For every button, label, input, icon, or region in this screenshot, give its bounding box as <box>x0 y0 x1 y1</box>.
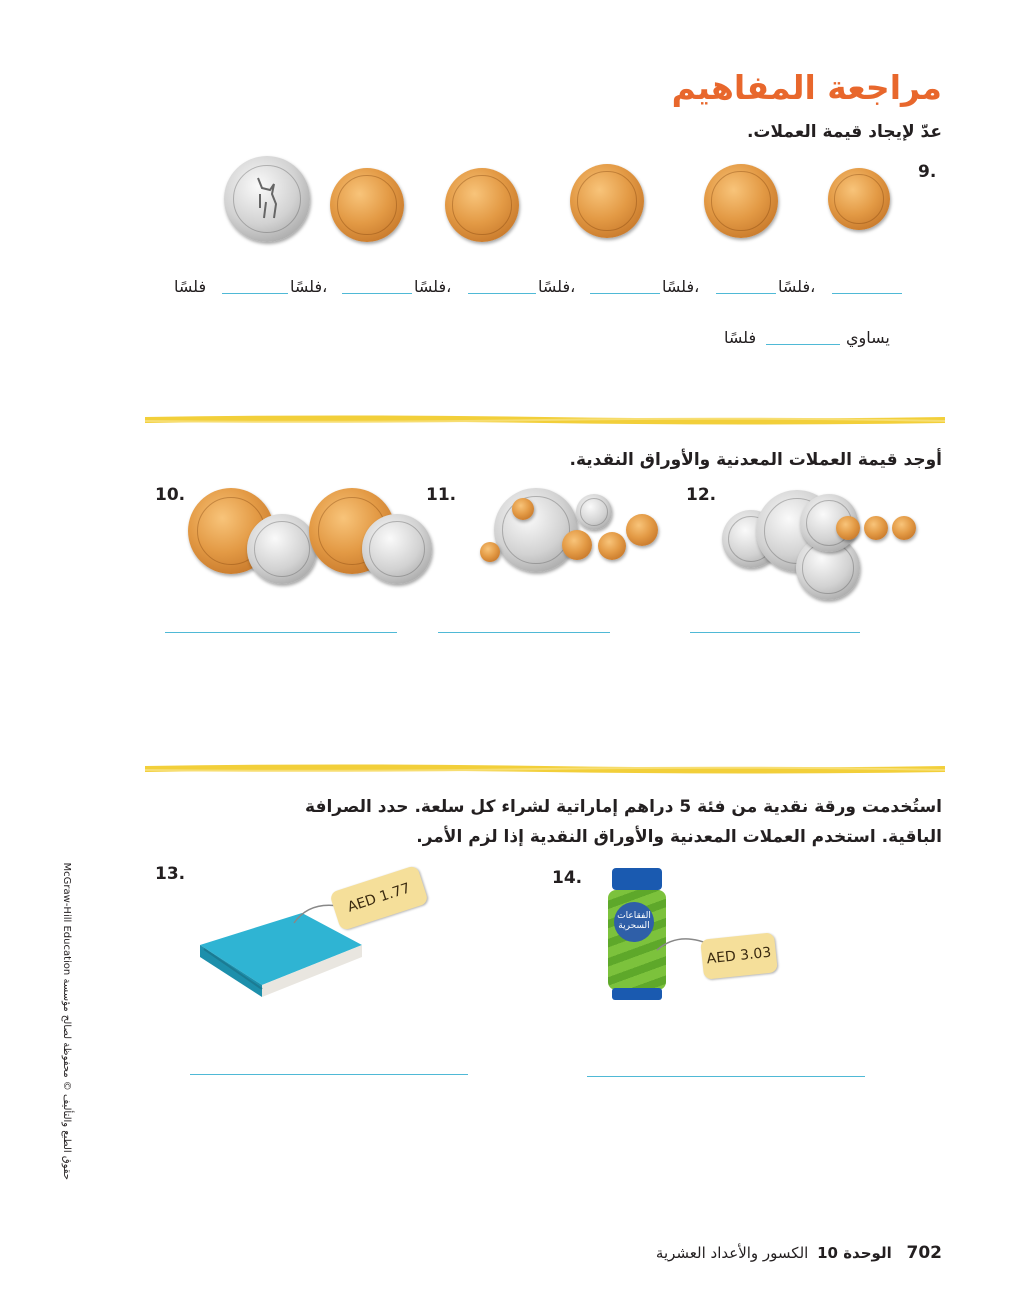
bottle-cap <box>612 868 662 890</box>
coin-copper-small <box>512 498 534 520</box>
unit-label: فلسًا، <box>414 277 452 296</box>
answer-blank[interactable] <box>222 293 288 294</box>
unit-label: فلسًا، <box>290 277 328 296</box>
unit-number: الوحدة 10 <box>817 1244 892 1262</box>
answer-blank[interactable] <box>468 293 536 294</box>
answer-blank[interactable] <box>342 293 412 294</box>
question-10-number: 10. <box>155 485 186 505</box>
coin-1-dirham <box>494 488 578 572</box>
question-13-number: 13. <box>155 864 186 884</box>
q11-answer-blank[interactable] <box>438 632 610 633</box>
answer-blank[interactable] <box>716 293 776 294</box>
coin-copper-small <box>836 516 860 540</box>
equals-label: يساوي <box>846 328 890 347</box>
section-1-instruction: عدّ لإيجاد قيمة العملات. <box>746 122 942 142</box>
bottle-label: الفقاعات السحرية <box>614 902 654 942</box>
coin-copper-small <box>864 516 888 540</box>
coin-copper-small <box>892 516 916 540</box>
coin-5-fils <box>445 168 519 242</box>
q14-answer-blank[interactable] <box>587 1076 865 1077</box>
section-divider <box>145 764 945 774</box>
total-unit-label: فلسًا <box>724 328 757 347</box>
question-12-number: 12. <box>686 485 717 505</box>
coin-10-fils <box>570 164 644 238</box>
total-answer-blank[interactable] <box>766 344 840 345</box>
question-9-number: 9. <box>918 162 937 182</box>
question-11-number: 11. <box>426 485 457 505</box>
price-tag-13: AED 1.77 <box>329 865 429 931</box>
unit-label: فلسًا، <box>662 277 700 296</box>
coin-25-fils-silver <box>247 514 317 584</box>
coin-5-fils <box>330 168 404 242</box>
coin-silver-small <box>576 494 612 530</box>
q12-answer-blank[interactable] <box>690 632 860 633</box>
coin-copper <box>598 532 626 560</box>
coin-25-fils-silver <box>362 514 432 584</box>
unit-title: الكسور والأعداد العشرية <box>655 1244 809 1262</box>
copyright-credit: حقوق الطبع والتأليف © محفوظة لصالح مؤسسة McGraw-Hill Education <box>61 862 72 1180</box>
price-tag-14: AED 3.03 <box>700 932 778 980</box>
coin-50-fils <box>224 156 310 242</box>
answer-blank[interactable] <box>832 293 902 294</box>
coin-copper <box>562 530 592 560</box>
bottle-base <box>612 988 662 1000</box>
coin-copper-small <box>480 542 500 562</box>
page-title: مراجعة المفاهيم <box>671 68 942 107</box>
question-14-number: 14. <box>552 868 583 888</box>
unit-label: فلسًا، <box>778 277 816 296</box>
section-2-instruction: أوجد قيمة العملات المعدنية والأوراق النقدية. <box>569 450 942 470</box>
coin-copper <box>626 514 658 546</box>
answer-blank[interactable] <box>590 293 660 294</box>
unit-label: فلسًا، <box>538 277 576 296</box>
footer <box>656 1243 942 1263</box>
gazelle-icon <box>250 174 284 222</box>
section-divider <box>145 415 945 425</box>
unit-label: فلسًا <box>174 277 207 296</box>
coin-1-fils <box>828 168 890 230</box>
q13-answer-blank[interactable] <box>190 1074 468 1075</box>
coin-10-fils <box>704 164 778 238</box>
section-3-instruction-line1: استُخدمت ورقة نقدية من فئة 5 دراهم إماراتية لشراء كل سلعة. حدد الصرافة <box>305 797 942 817</box>
q10-answer-blank[interactable] <box>165 632 397 633</box>
section-3-instruction-line2: الباقية. استخدم العملات المعدنية والأوراق النقدية إذا لزم الأمر. <box>416 827 942 847</box>
page-number: 702 <box>906 1243 942 1263</box>
